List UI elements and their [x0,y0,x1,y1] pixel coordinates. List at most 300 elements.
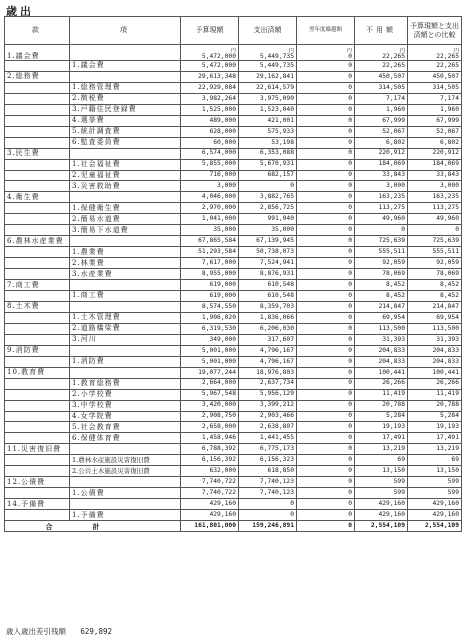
shishutsu-value: 575,933 [267,127,294,135]
ko-cell [70,301,181,312]
yosan-cell [181,312,239,323]
kurikoshi-cell [297,499,355,510]
yosan-value: 1,525,000 [201,105,236,113]
header-kan: 款 [5,17,70,45]
hikaku-cell [408,137,462,148]
table-row-ko [5,126,462,137]
fuyo-value: 92,059 [382,258,405,266]
fuyo-cell [355,510,408,521]
kurikoshi-cell [297,137,355,148]
yosan-cell [181,389,239,400]
table-row-kan [5,367,462,378]
yosan-cell [181,181,239,192]
ko-cell: 3.中学校費 [70,400,181,411]
yosan-cell [181,433,239,444]
fuyo-value: 429,160 [378,510,405,518]
hikaku-cell [408,301,462,312]
shishutsu-cell [239,455,297,466]
table-row-kan [5,71,462,82]
hikaku-cell [408,433,462,444]
fuyo-value: 19,193 [382,423,405,431]
hikaku-cell [408,378,462,389]
yosan-value: 3,982,264 [201,94,236,102]
kan-cell: 11.災害復旧費 [5,444,70,455]
shishutsu-cell [239,488,297,499]
kurikoshi-cell [297,181,355,192]
table-row-ko [5,334,462,345]
fuyo-value: 26,266 [382,379,405,387]
shishutsu-value: 4,796,167 [259,346,294,354]
shishutsu-value: 8,876,931 [259,269,294,277]
total-hikaku: 2,554,109 [408,521,462,532]
fuyo-cell [355,378,408,389]
kurikoshi-cell [297,115,355,126]
yosan-cell [181,455,239,466]
kurikoshi-cell [297,455,355,466]
kan-cell [5,411,70,422]
fuyo-cell [355,181,408,192]
hikaku-cell [408,422,462,433]
yosan-cell [181,444,239,455]
kurikoshi-value: 0 [348,149,352,157]
fuyo-value: 220,912 [378,149,405,157]
kurikoshi-cell [297,400,355,411]
hikaku-value: 0 [455,226,459,234]
hikaku-cell [408,71,462,82]
kurikoshi-cell [297,214,355,225]
kurikoshi-value: 0 [348,61,352,69]
hikaku-cell [408,181,462,192]
hikaku-value: 17,491 [436,434,459,442]
fuyo-cell [355,61,408,72]
table-row-kan [5,499,462,510]
kurikoshi-value: 0 [348,237,352,245]
yosan-value: 5,472,000 [201,61,236,69]
yosan-value: 67,865,584 [198,237,236,245]
fuyo-cell [355,488,408,499]
fuyo-value: 13,150 [382,467,405,475]
kan-cell [5,422,70,433]
kan-cell [5,378,70,389]
kurikoshi-value: 0 [348,83,352,91]
table-row-ko [5,356,462,367]
fuyo-value: 599 [393,489,405,496]
fuyo-cell [355,400,408,411]
ko-cell [70,499,181,510]
yosan-cell [181,159,239,170]
shishutsu-value: 610,548 [267,291,294,299]
shishutsu-cell [239,400,297,411]
hikaku-value: 8,452 [440,280,459,288]
kurikoshi-cell [297,367,355,378]
shishutsu-cell [239,225,297,236]
hikaku-cell [408,291,462,302]
hikaku-value: 204,833 [432,357,459,365]
table-row-kan [5,444,462,455]
shishutsu-value: 0 [290,510,294,518]
hikaku-value: 204,833 [432,346,459,354]
hikaku-value: 1,960 [440,105,459,113]
hikaku-cell [408,82,462,93]
yosan-cell [181,82,239,93]
kurikoshi-cell [297,291,355,302]
table-row-ko [5,203,462,214]
ko-cell: 1.予備費 [70,510,181,521]
hikaku-value: 429,160 [432,510,459,518]
shishutsu-cell [239,236,297,247]
hikaku-cell [408,444,462,455]
shishutsu-cell [239,214,297,225]
ko-cell [70,367,181,378]
fuyo-cell [355,93,408,104]
shishutsu-value: 6,206,030 [259,324,294,332]
kurikoshi-cell [297,488,355,499]
yosan-cell [181,323,239,334]
table-row-ko [5,214,462,225]
yosan-value: 29,613,348 [198,72,236,80]
fuyo-value: 113,500 [378,324,405,332]
kurikoshi-cell [297,170,355,181]
shishutsu-cell [239,444,297,455]
kan-cell: 1.議会費 [5,45,70,61]
fuyo-value: 1,960 [386,105,405,113]
kurikoshi-value: 0 [348,478,352,486]
fuyo-cell [355,236,408,247]
kurikoshi-value: 0 [348,467,352,475]
hikaku-value: 113,275 [432,204,459,212]
kan-cell [5,389,70,400]
ko-cell [70,345,181,356]
fuyo-cell [355,159,408,170]
yosan-cell [181,61,239,72]
fuyo-cell [355,356,408,367]
yosan-cell [181,93,239,104]
kurikoshi-value: 0 [348,94,352,102]
fuyo-value: 13,219 [382,445,405,453]
kan-cell [5,356,70,367]
fuyo-cell [355,126,408,137]
yosan-cell [181,499,239,510]
fuyo-cell [355,323,408,334]
yosan-cell [181,510,239,521]
kurikoshi-value: 0 [348,269,352,277]
yosan-value: 19,077,244 [198,368,236,376]
hikaku-cell [408,280,462,291]
hikaku-value: 33,843 [436,171,459,179]
yosan-cell [181,258,239,269]
kan-cell [5,269,70,280]
yosan-value: 51,293,584 [198,248,236,256]
page-title: 歳出 [6,5,34,18]
fuyo-cell [355,367,408,378]
kan-cell [5,258,70,269]
hikaku-value: 49,960 [436,215,459,223]
shishutsu-cell [239,411,297,422]
hikaku-cell [408,247,462,258]
yosan-value: 5,472,000 [201,52,236,60]
kurikoshi-cell [297,378,355,389]
fuyo-cell [355,389,408,400]
hikaku-value: 450,507 [432,72,459,80]
kan-cell [5,455,70,466]
fuyo-value: 78,069 [382,269,405,277]
hikaku-value: 6,802 [440,138,459,146]
kurikoshi-cell [297,45,355,61]
kan-cell [5,214,70,225]
unit-mark: 円 [399,47,405,54]
kurikoshi-cell [297,444,355,455]
ko-cell: 1.商工費 [70,291,181,302]
ko-cell [70,45,181,61]
kurikoshi-value: 0 [348,258,352,266]
shishutsu-cell [239,115,297,126]
shishutsu-value: 991,040 [267,215,294,223]
kan-cell [5,181,70,192]
yosan-cell [181,115,239,126]
hikaku-cell [408,334,462,345]
shishutsu-value: 18,976,803 [256,368,294,376]
hikaku-value: 20,788 [436,401,459,409]
yosan-value: 2,908,750 [201,412,236,420]
header-kurikoshi: 翌年度繰越額 [297,17,355,45]
fuyo-value: 204,833 [378,357,405,365]
kurikoshi-cell [297,71,355,82]
kurikoshi-value: 0 [348,138,352,146]
kurikoshi-cell [297,422,355,433]
kurikoshi-value: 0 [348,193,352,201]
shishutsu-cell [239,334,297,345]
hikaku-cell [408,356,462,367]
hikaku-cell [408,400,462,411]
yosan-value: 6,156,392 [201,456,236,464]
hikaku-value: 725,639 [432,237,459,245]
kurikoshi-value: 0 [348,510,352,518]
kan-cell [5,334,70,345]
ko-cell: 2.公共土木施設災害復旧費 [70,466,181,477]
fuyo-value: 7,174 [386,94,405,102]
hikaku-value: 5,284 [440,412,459,420]
yosan-value: 1,906,020 [201,313,236,321]
fuyo-value: 184,069 [378,160,405,168]
yosan-value: 5,967,548 [201,390,236,398]
hikaku-value: 13,219 [436,445,459,453]
shishutsu-value: 0 [290,182,294,190]
shishutsu-cell [239,433,297,444]
hikaku-cell [408,411,462,422]
ko-cell: 2.徴税費 [70,93,181,104]
fuyo-value: 22,265 [382,61,405,69]
fuyo-cell [355,345,408,356]
fuyo-value: 0 [401,226,405,234]
fuyo-cell [355,422,408,433]
hikaku-value: 69 [451,456,459,464]
fuyo-cell [355,477,408,488]
hikaku-value: 22,265 [436,61,459,69]
table-row-kan [5,280,462,291]
table-row-kan [5,477,462,488]
shishutsu-cell [239,82,297,93]
kurikoshi-value: 0 [348,280,352,288]
ko-cell [70,236,181,247]
kurikoshi-value: 0 [348,248,352,256]
kan-cell: 2.総務費 [5,71,70,82]
yosan-value: 4,046,000 [201,193,236,201]
hikaku-value: 599 [447,478,459,486]
yosan-value: 7,617,000 [201,258,236,266]
fuyo-value: 204,833 [378,346,405,354]
kurikoshi-cell [297,104,355,115]
yosan-value: 8,574,550 [201,302,236,310]
shishutsu-value: 2,903,466 [259,412,294,420]
shishutsu-cell [239,192,297,203]
shishutsu-value: 35,000 [271,226,294,234]
yosan-cell [181,192,239,203]
yosan-value: 1,458,946 [201,434,236,442]
hikaku-value: 599 [447,489,459,496]
table-row-ko [5,115,462,126]
ko-cell: 2.簡易水道費 [70,214,181,225]
shishutsu-cell [239,389,297,400]
header-shishutsu: 支出済額 [239,17,297,45]
ko-cell: 1.土木管理費 [70,312,181,323]
shishutsu-cell [239,170,297,181]
yosan-cell [181,488,239,499]
ko-cell [70,192,181,203]
kurikoshi-cell [297,312,355,323]
yosan-value: 619,000 [209,280,236,288]
shishutsu-cell [239,301,297,312]
ko-cell: 1.社会福祉費 [70,159,181,170]
shishutsu-cell [239,258,297,269]
kurikoshi-value: 0 [348,379,352,387]
hikaku-cell [408,510,462,521]
shishutsu-cell [239,312,297,323]
yosan-value: 619,000 [209,291,236,299]
table-body [5,45,462,521]
hikaku-cell [408,126,462,137]
table-row-kan [5,345,462,356]
yosan-value: 628,000 [209,127,236,135]
hikaku-value: 22,265 [436,52,459,60]
yosan-value: 5,855,000 [201,160,236,168]
ko-cell: 1.公債費 [70,488,181,499]
header-hikaku: 予算現額と支出済額との比較 [408,17,462,45]
shishutsu-value: 610,548 [267,280,294,288]
expenditure-table [4,16,462,532]
shishutsu-cell [239,291,297,302]
fuyo-value: 69 [397,456,405,464]
shishutsu-value: 53,198 [271,138,294,146]
kan-cell [5,312,70,323]
hikaku-cell [408,115,462,126]
yosan-cell [181,148,239,159]
ko-cell: 2.小学校費 [70,389,181,400]
ko-cell: 1.農業費 [70,247,181,258]
total-yosan: 161,801,000 [181,521,239,532]
fuyo-cell [355,137,408,148]
shishutsu-value: 50,738,073 [256,248,294,256]
hikaku-value: 69,954 [436,313,459,321]
kan-cell: 8.土木費 [5,301,70,312]
yosan-value: 7,740,722 [201,489,236,496]
yosan-cell [181,236,239,247]
yosan-cell [181,400,239,411]
hikaku-cell [408,466,462,477]
shishutsu-value: 7,524,941 [259,258,294,266]
shishutsu-value: 6,353,088 [259,149,294,157]
table-row-ko [5,269,462,280]
hikaku-value: 3,000 [440,182,459,190]
fuyo-cell [355,192,408,203]
ko-cell: 6.監査委員費 [70,137,181,148]
kurikoshi-value: 0 [348,434,352,442]
hikaku-cell [408,192,462,203]
ko-cell: 1.議会費 [70,61,181,72]
kurikoshi-value: 0 [348,335,352,343]
shishutsu-value: 2,856,725 [259,204,294,212]
ko-cell: 5.社会教育費 [70,422,181,433]
kurikoshi-value: 0 [348,127,352,135]
table-row-ko [5,61,462,72]
kan-cell: 4.衛生費 [5,192,70,203]
fuyo-value: 214,847 [378,302,405,310]
yosan-cell [181,422,239,433]
table-row-ko [5,411,462,422]
ko-cell: 3.簡易下水道費 [70,225,181,236]
ko-cell [70,477,181,488]
kurikoshi-value: 0 [348,324,352,332]
hikaku-value: 26,266 [436,379,459,387]
table-row-kan [5,192,462,203]
kurikoshi-value: 0 [348,346,352,354]
kan-cell [5,61,70,72]
shishutsu-value: 5,956,129 [259,390,294,398]
yosan-cell [181,411,239,422]
fuyo-cell [355,433,408,444]
total-row [5,521,462,532]
kurikoshi-value: 0 [348,423,352,431]
ko-cell: 1.教育総務費 [70,378,181,389]
kurikoshi-cell [297,192,355,203]
kan-cell: 6.農林水産業費 [5,236,70,247]
shishutsu-cell [239,61,297,72]
fuyo-cell [355,225,408,236]
kurikoshi-cell [297,389,355,400]
table-row-ko [5,225,462,236]
yosan-value: 2,970,000 [201,204,236,212]
table-row-kan [5,236,462,247]
yosan-cell [181,45,239,61]
header-fuyo: 不用額 [355,17,408,45]
table-row-ko [5,93,462,104]
kurikoshi-value: 0 [348,160,352,168]
shishutsu-value: 6,775,173 [259,445,294,453]
kurikoshi-value: 0 [348,171,352,179]
shishutsu-cell [239,71,297,82]
fuyo-value: 725,639 [378,237,405,245]
fuyo-cell [355,148,408,159]
unit-mark: 円 [288,47,294,54]
yosan-cell [181,214,239,225]
fuyo-cell [355,104,408,115]
total-fuyo: 2,554,109 [355,521,408,532]
shishutsu-value: 6,156,323 [259,456,294,464]
ko-cell: 3.水産業費 [70,269,181,280]
yosan-value: 7,740,722 [201,478,236,486]
fuyo-cell [355,214,408,225]
fuyo-value: 8,452 [386,291,405,299]
hikaku-value: 92,059 [436,258,459,266]
